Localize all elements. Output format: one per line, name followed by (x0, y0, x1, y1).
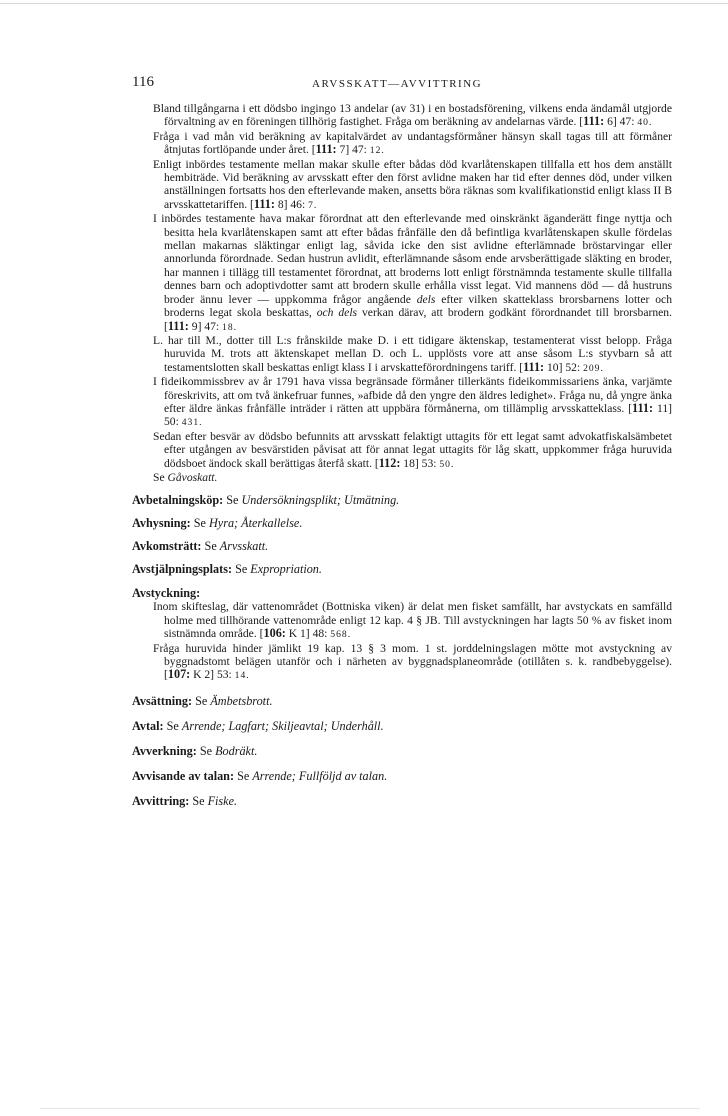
entry-ref: 8] 46: (274, 197, 309, 211)
entry-ref: 18] 53: (400, 456, 440, 470)
page-header (132, 74, 672, 102)
entry (148, 158, 672, 213)
volume-ref: 107: (167, 667, 191, 682)
page-ref: 50. (439, 458, 455, 470)
entry-ref: 10] 52: (544, 360, 584, 374)
entry-text: verkan därav, att brodern godkänt förordnandet till brorsbarnen. [ (164, 306, 672, 333)
entry (148, 212, 672, 334)
volume-ref: 111: (523, 359, 545, 374)
entry-ref: 9] 47: (188, 319, 223, 333)
headword-term: Avverkning: (132, 743, 197, 758)
cross-reference: Ämbetsbrott. (210, 693, 273, 708)
headword-avvisande-av-talan (132, 769, 672, 783)
page-ref: 431. (181, 417, 203, 429)
cross-reference: Bodräkt. (215, 743, 258, 758)
entry-ref: 6] 47: (604, 115, 638, 129)
volume-ref: 111: (583, 114, 605, 129)
volume-ref: 112: (378, 455, 401, 470)
top-rule (0, 3, 728, 4)
headword-avverkning (132, 744, 672, 758)
entry (148, 375, 672, 430)
headword-avstjalpningsplats (132, 562, 672, 576)
page-ref: 14. (234, 670, 250, 682)
page-number: 116 (132, 74, 154, 90)
cross-reference: Arrende; Lagfart; Skiljeavtal; Underhåll. (181, 718, 384, 733)
page-content (132, 74, 672, 808)
headword-avtal (132, 719, 672, 733)
entry (148, 334, 672, 375)
headword-term: Avbetalningsköp: (132, 493, 224, 508)
entry-text: Inom skifteslag, där vattenområdet (Bottniska viken) är delat men fisket samfällt, har avstyckats en samfälld holme med tillhörande vattenområde enligt 12 kap. 4 § JB. Till avstyckningen har lagts 50 % av fisket inom sistnämnda område. [ (153, 600, 672, 641)
see-prefix: Se (190, 516, 209, 531)
entry-ref: K 1] 48: (285, 627, 331, 641)
entry (148, 600, 672, 641)
entry-text: Enligt inbördes testamente mellan makar skulle efter bådas död kvarlåtenskapen tillfalla ett hos dem anställt hembiträde. Vid beräkning av arvsskatt efter den först avlidne maken har tid efter dennes död, under vilken anställningen fortsatts hos den efterlevande maken, ansetts böra räknas som kvalifikationstid enligt klass II B arvsskattetariffen. [ (153, 157, 672, 211)
entry (148, 130, 672, 158)
headword-term: Avvittring: (132, 793, 190, 808)
entry-emphasis: dels (416, 292, 436, 306)
volume-ref: 111: (167, 318, 189, 333)
entry-ref: 11] 50: (164, 401, 672, 429)
cross-reference: Undersökningsplikt; Utmätning. (241, 493, 400, 508)
arvsskatt-entries (132, 102, 672, 808)
entry-text: Bland tillgångarna i ett dödsbo ingingo 13 andelar (av 31) i en bostadsförening, vilkens enda ändamål utgjorde förvaltning av en föreningen tillhörig fastighet. Fråga om beräkning av andelarnas värde. [ (153, 102, 672, 129)
entry-ref: K 2] 53: (190, 668, 235, 682)
entry-text: I inbördes testamente hava makar förordnat att den efterlevande med oinskränkt äganderätt finge nyttja och besitta hela kvarlåtenskapen samt att efter bådas frånfälle den då befintliga kvarlåtenskapen skulle fördelas mellan makarnas släktingar enligt lag, såvida icke den sist avlidne efterlämnade bröstarvingar eller annorlunda förordnade. Sedan hustrun avlidit, efterlämnande såsom ende arvsberättigade släkting en broder, har mannen i tillägg till testamentet förordnat, att broderns lott enligt förstnämnda testamente skulle tillfalla dennes barn och adoptivdotter samt att brodern skulle erhålla visst legat. Vid mannens död — då hustruns broder ännu lever — uppkomma frågor angående (153, 212, 672, 306)
volume-ref: 111: (315, 142, 337, 157)
running-head: ARVSSKATT—AVVITTRING (312, 78, 483, 90)
see-also-ref: Gåvoskatt. (167, 470, 218, 484)
headword-avsattning (132, 694, 672, 708)
cross-reference: Arrende; Fullföljd av talan. (252, 768, 388, 783)
volume-ref: 111: (632, 400, 654, 415)
entry-text: I fideikommissbrev av år 1791 hava vissa begränsade förmåner tillerkänts fideikommissariens änka, varjämte föreskrivits, att om två änkefruar funnes, »afbide då den yngre den äldres ledighet». Fråga nu, då yngre änka efter äldre änkas frånfälle inträder i rätten att uppbära förmånerna, om tillämplig arvsskatteklass. [ (153, 375, 672, 415)
cross-reference: Hyra; Återkallelse. (208, 516, 303, 531)
volume-ref: 111: (253, 196, 275, 211)
headword-term: Avhysning: (132, 516, 191, 531)
entry-ref: 7] 47: (336, 143, 370, 157)
volume-ref: 106: (263, 626, 286, 641)
see-prefix: Se (234, 768, 253, 783)
see-prefix: Se (201, 539, 220, 554)
page-ref: 12. (369, 145, 385, 157)
headword-avkomstratt (132, 539, 672, 553)
page-ref: 7. (308, 199, 318, 211)
entry-emphasis: och dels (316, 306, 358, 320)
entry-text: efter vilken skatteklass brorsbarnens lotter och broderns legat skola beskattas, (164, 292, 672, 320)
entry-text: Fråga i vad mån vid beräkning av kapitalvärdet av undantagsförmåner hänsyn skall tagas till att förmåner åtnjutas fortlöpande under året. [ (153, 129, 672, 157)
see-also-prefix: Se (153, 470, 168, 484)
page-ref: 209. (583, 362, 604, 374)
headword-term: Avsättning: (132, 693, 193, 708)
see-prefix: Se (223, 493, 242, 508)
cross-reference: Expropriation. (250, 562, 322, 577)
headword-avvittring (132, 794, 672, 808)
headword-avhysning (132, 516, 672, 530)
see-prefix: Se (192, 693, 211, 708)
page-ref: 40. (637, 117, 653, 129)
page-ref: 568. (330, 629, 352, 641)
entry (148, 430, 672, 471)
see-prefix: Se (232, 562, 251, 577)
bottom-rule (40, 1108, 700, 1109)
headword-term: Avtal: (132, 718, 164, 733)
see-prefix: Se (163, 718, 182, 733)
headword-term: Avstjälpningsplats: (132, 562, 233, 577)
headword-avbetalningskop (132, 493, 672, 507)
headword-term: Avkomsträtt: (132, 539, 202, 554)
cross-reference: Fiske. (207, 793, 238, 808)
page-ref: 18. (222, 321, 238, 333)
see-prefix: Se (189, 793, 208, 808)
entry (148, 102, 672, 130)
entry-text: Sedan efter besvär av dödsbo befunnits att arvsskatt felaktigt uttagits för ett legat samt advokatfiskalsämbetet efter utgången av besvärstiden påvisat att för annat legat uttagits för låg skatt, uppkommer fråga huruvida dödsboet ändock skall berättigas återfå skatt. [ (153, 429, 672, 470)
entry (148, 642, 672, 683)
see-prefix: Se (196, 743, 216, 758)
entry-text: Fråga huruvida hinder jämlikt 19 kap. 13 § 3 mom. 1 st. jorddelningslagen mötte mot avstyckning av byggnadstomt belägen utanför och i närheten av byggnadsplaneområde (otillåten s. k. randbebyggelse). [ (153, 641, 672, 682)
headword-term: Avvisande av talan: (132, 768, 235, 783)
see-also (148, 471, 672, 484)
cross-reference: Arvsskatt. (219, 539, 269, 554)
entry-text: L. har till M., dotter till L:s frånskilde make D. i ett tidigare äktenskap, testamenterat visst belopp. Fråga huruvida M. trots att äktenskapet mellan D. och L. upplösts vore att anse såsom L:s styvbarn så att testamentslotten skall beskattas enligt klass I i arvskatteförordningens tariff. [ (153, 333, 672, 374)
headword-avstyckning: Avstyckning: (132, 586, 201, 601)
